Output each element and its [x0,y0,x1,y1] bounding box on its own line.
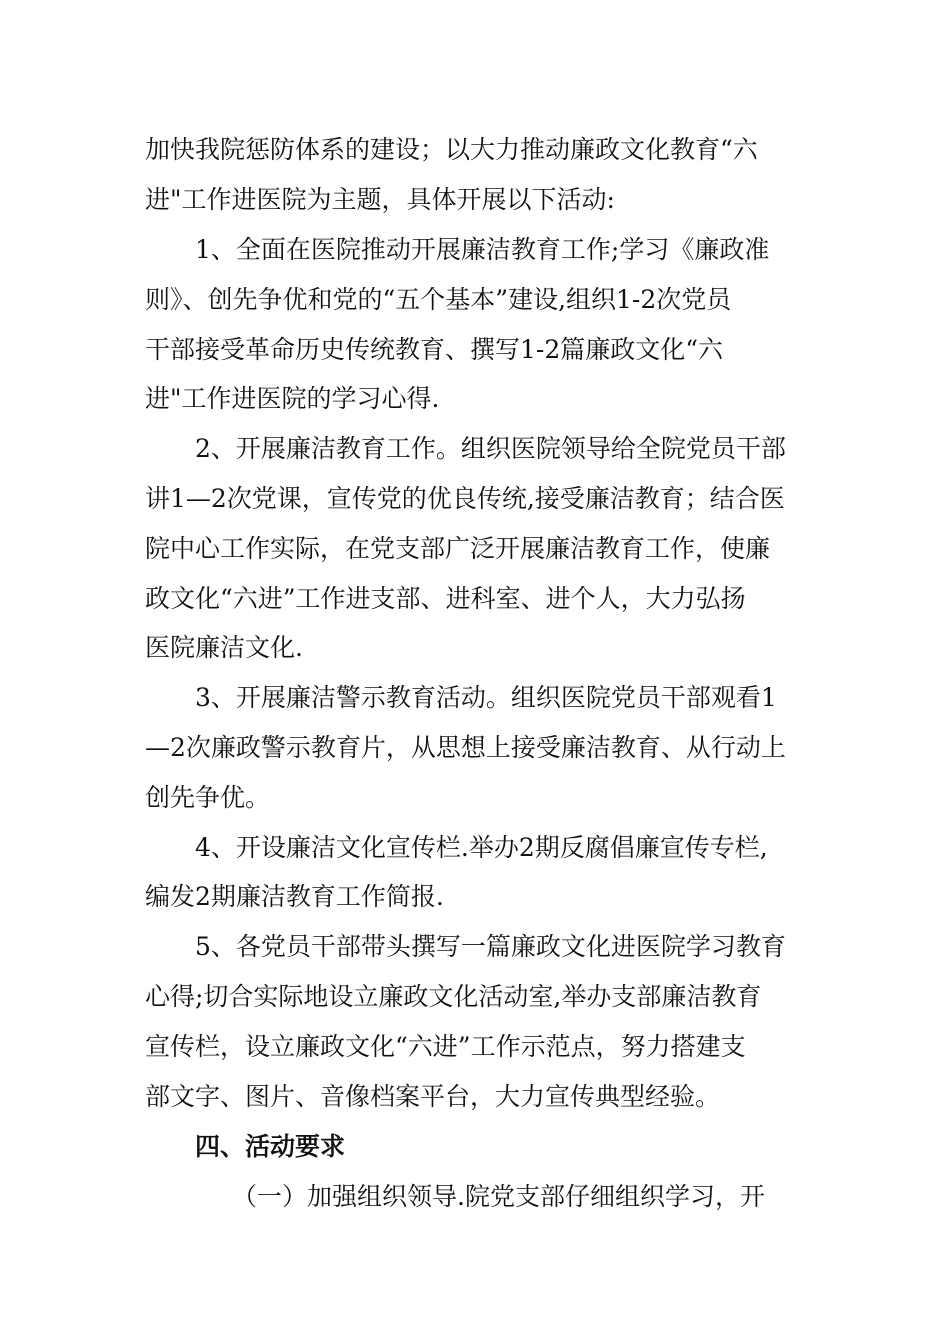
text-line: 4、开设廉洁文化宣传栏.举办2期反腐倡廉宣传专栏, [195,833,768,862]
text-line: 干部接受革命历史传统教育、撰写1-2篇廉政文化“六 [145,335,724,364]
text-line: 院中心工作实际，在党支部广泛开展廉洁教育工作，使廉 [145,534,771,563]
text-line: 则》、创先争优和党的“五个基本”建设,组织1-2次党员 [145,285,732,314]
text-line: 医院廉洁文化. [145,633,303,662]
text-line: 进"工作进医院的学习心得. [145,384,440,413]
text-line: 2、开展廉洁教育工作。组织医院领导给全院党员干部 [195,434,786,463]
text-line: 部文字、图片、音像档案平台，大力宣传典型经验。 [145,1082,721,1111]
text-line: 心得;切合实际地设立廉政文化活动室,举办支部廉洁教育 [145,982,762,1011]
text-line: 5、各党员干部带头撰写一篇廉政文化进医院学习教育 [195,932,786,961]
text-line: —2次廉政警示教育片，从思想上接受廉洁教育、从行动上 [145,733,786,762]
text-line: 编发2期廉洁教育工作简报. [145,882,444,911]
section-heading: 四、活动要求 [195,1132,346,1161]
text-line: 进"工作进医院为主题，具体开展以下活动: [145,185,615,214]
text-line: 宣传栏，设立廉政文化“六进”工作示范点，努力搭建支 [145,1032,746,1061]
text-line: 讲1—2次党课，宣传党的优良传统,接受廉洁教育；结合医 [145,484,785,513]
text-line: 政文化“六进”工作进支部、进科室、进个人，大力弘扬 [145,584,746,613]
text-line: 1、全面在医院推动开展廉洁教育工作;学习《廉政准 [195,235,770,264]
text-line: 加快我院惩防体系的建设；以大力推动廉政文化教育“六 [145,135,758,164]
text-line: 3、开展廉洁警示教育活动。组织医院党员干部观看1 [195,683,777,712]
text-line: （一）加强组织领导.院党支部仔细组织学习，开 [232,1182,765,1211]
text-line: 创先争优。 [145,783,271,812]
